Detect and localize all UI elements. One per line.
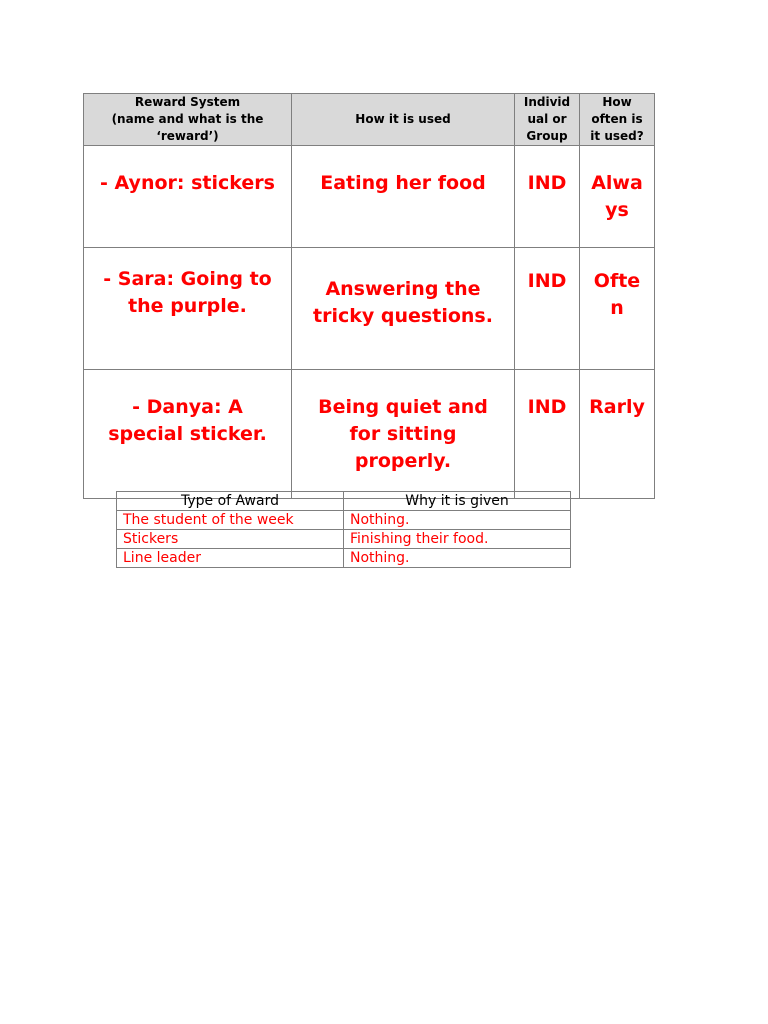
how-used-text: Answering the tricky questions.: [313, 278, 493, 327]
award-reason-cell: Nothing.: [344, 549, 571, 568]
header-reward-system: [84, 94, 292, 146]
group-text: IND: [527, 172, 567, 194]
reward-text: - Sara: Going to the purple.: [103, 268, 272, 317]
reward-cell: [84, 248, 292, 370]
reward-cell: [84, 146, 292, 248]
frequency-text: Alwa ys: [591, 172, 643, 221]
header-individual-group: [515, 94, 580, 146]
reward-table-header-row: [84, 94, 655, 146]
group-cell: [515, 146, 580, 248]
award-type-cell: Line leader: [117, 549, 344, 568]
table-row: [117, 530, 571, 549]
frequency-cell: [580, 248, 655, 370]
table-row: [117, 511, 571, 530]
reward-text: - Danya: A special sticker.: [108, 396, 267, 445]
how-used-text: Eating her food: [320, 172, 486, 194]
group-text: IND: [527, 270, 567, 292]
frequency-cell: [580, 370, 655, 499]
award-type-table: [116, 491, 571, 568]
frequency-text: Ofte n: [593, 270, 641, 319]
group-cell: [515, 248, 580, 370]
reward-system-table: [83, 93, 655, 499]
header-frequency-text: How often is it used?: [590, 95, 644, 143]
header-how-used: [292, 94, 515, 146]
header-individual-group-text: Individ ual or Group: [523, 95, 571, 143]
how-used-cell: [292, 370, 515, 499]
reward-text: - Aynor: stickers: [100, 172, 275, 194]
frequency-cell: [580, 146, 655, 248]
how-used-text: Being quiet and for sitting properly.: [318, 396, 488, 472]
reward-cell: [84, 370, 292, 499]
award-reason-cell: Nothing.: [344, 511, 571, 530]
header-frequency: [580, 94, 655, 146]
table-row: [117, 549, 571, 568]
table-row: [84, 248, 655, 370]
group-cell: [515, 370, 580, 499]
award-table-header-row: [117, 492, 571, 511]
table-row: [84, 370, 655, 499]
group-text: IND: [527, 396, 567, 418]
how-used-cell: [292, 146, 515, 248]
award-type-cell: The student of the week: [117, 511, 344, 530]
award-type-cell: Stickers: [117, 530, 344, 549]
frequency-text: Rarly: [589, 396, 645, 418]
award-reason-cell: Finishing their food.: [344, 530, 571, 549]
header-how-used-text: How it is used: [355, 112, 451, 126]
how-used-cell: [292, 248, 515, 370]
header-reward-system-text: Reward System (name and what is the ‘reward’): [111, 95, 264, 143]
header-type-of-award: Type of Award: [117, 492, 344, 511]
header-why-given: Why it is given: [344, 492, 571, 511]
table-row: [84, 146, 655, 248]
